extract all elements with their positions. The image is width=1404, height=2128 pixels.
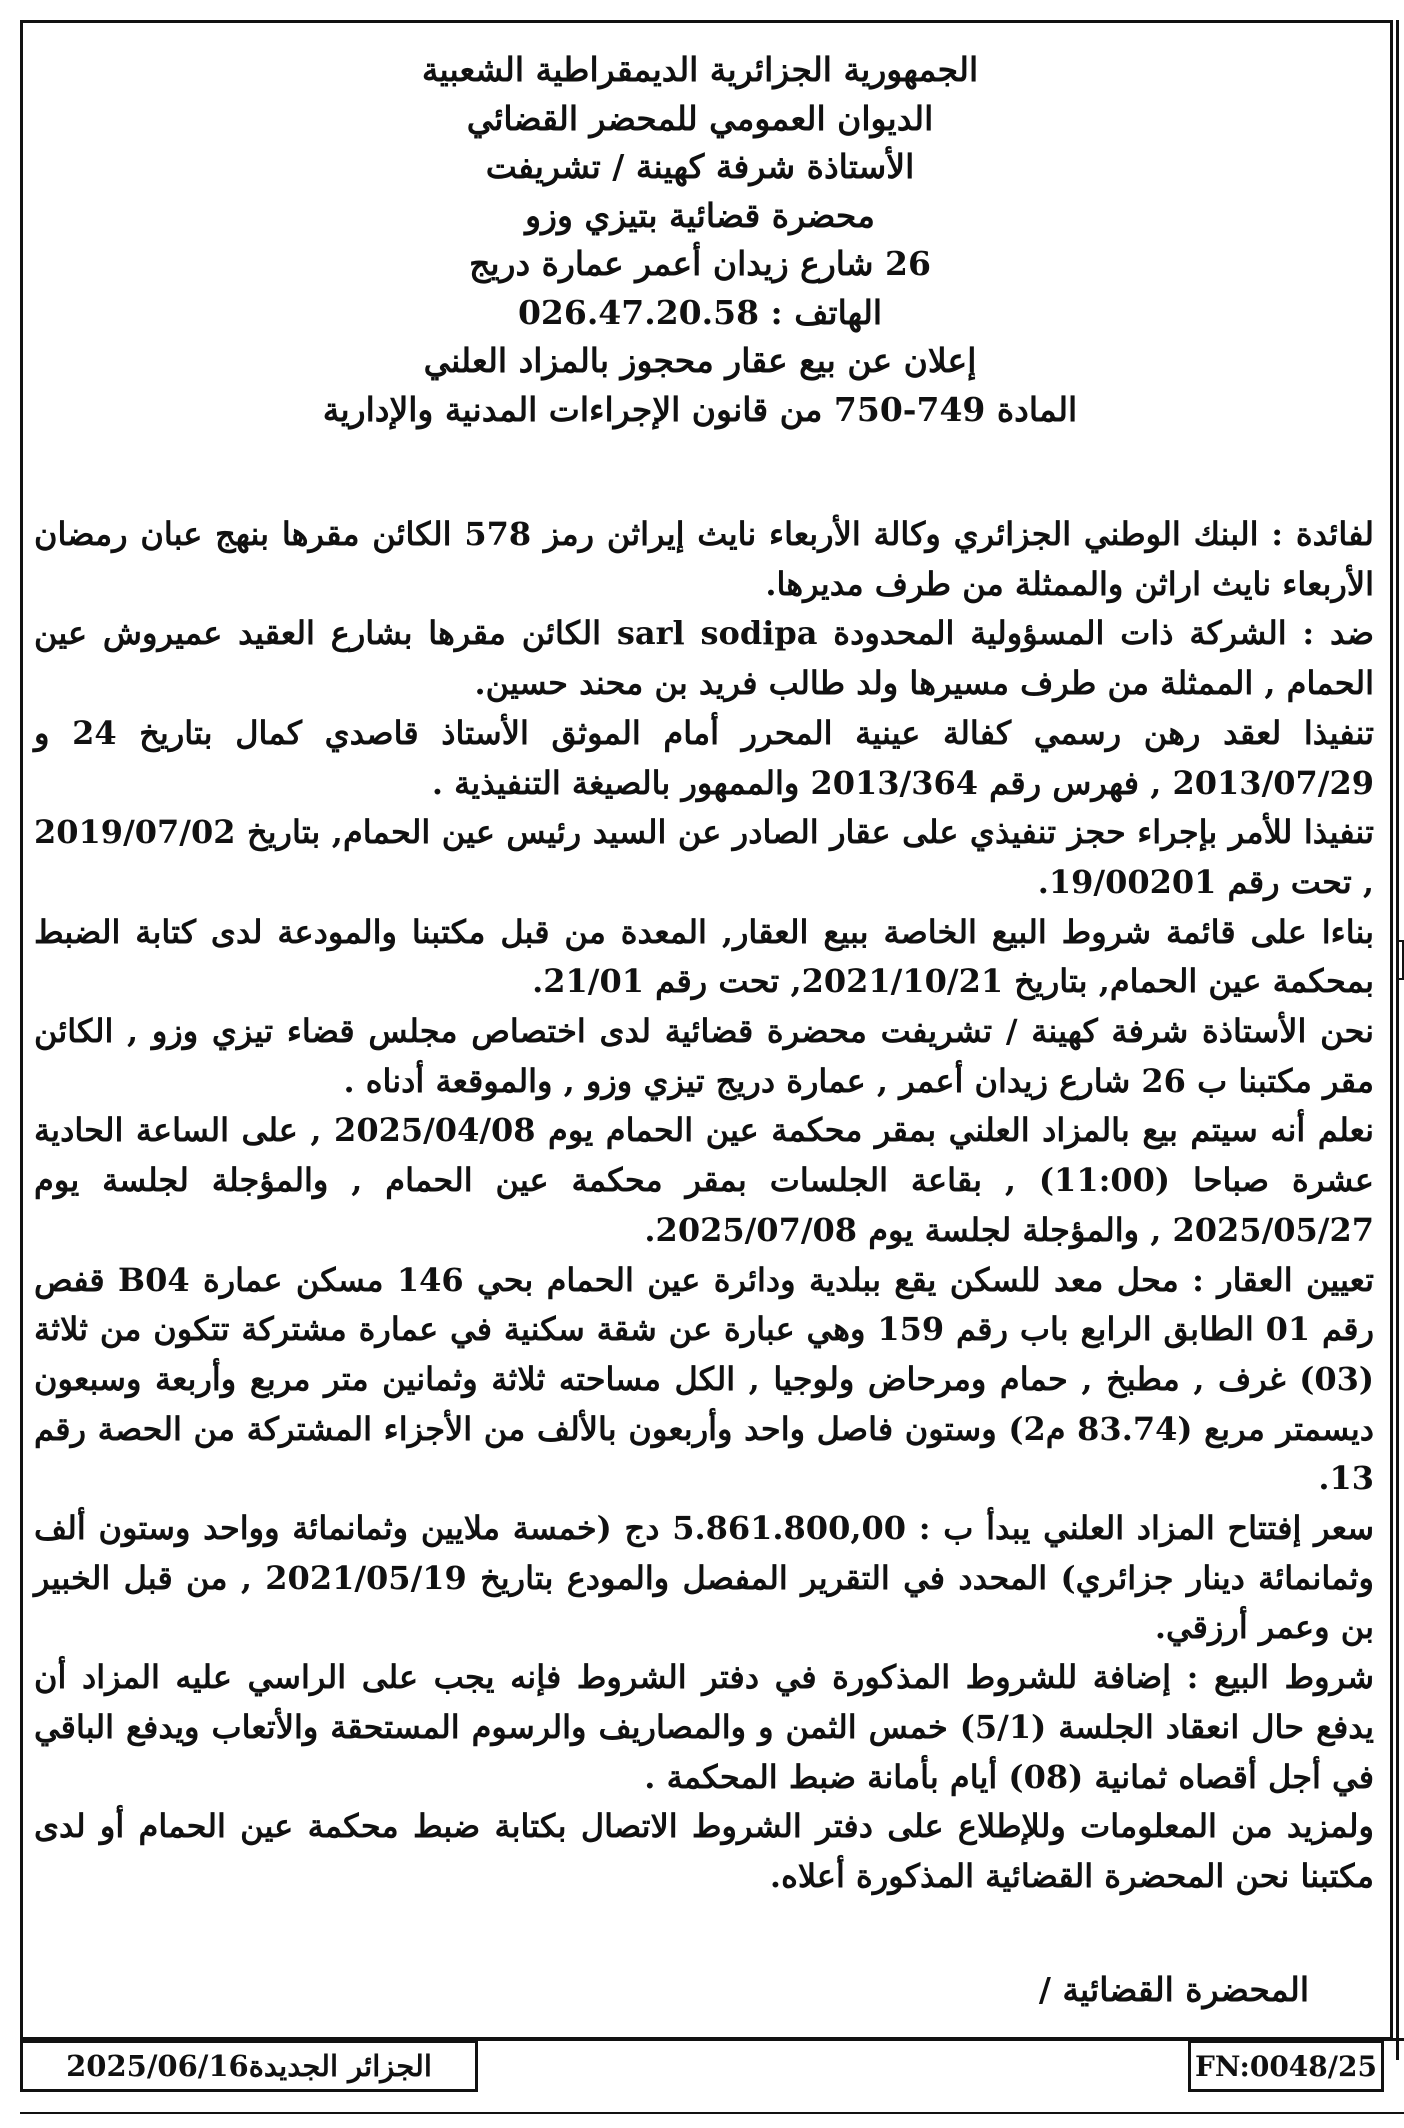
publication-date: 2025/06/16 <box>66 2049 249 2083</box>
reference-number: FN:0048/25 <box>1195 2049 1377 2083</box>
beneficiary-paragraph: لفائدة : البنك الوطني الجزائري وكالة الأربعاء نايث إيراثن رمز 578 الكائن مقرها بنهج عبان رمضان الأربعاء نايث اراثن والممثلة من طرف مديرها. <box>34 515 1375 603</box>
newspaper-name: الجزائر الجديدة <box>248 2049 432 2083</box>
footer-publication-box <box>20 2040 478 2092</box>
sale-conditions-paragraph: شروط البيع : إضافة للشروط المذكورة في دفتر الشروط فإنه يجب على الراسي عليه المزاد أن يدفع حال انعقاد الجلسة (5/1) خمس الثمن و والمصاريف والرسوم المستحقة والأتعاب ويدفع الباقي في أجل أقصاه ثمانية (08) أيام بأمانة ضبط المحكمة . <box>34 1658 1375 1796</box>
conditions-list-paragraph: بناءا على قائمة شروط البيع الخاصة ببيع العقار, المعدة من قبل مكتبنا والمودعة لدى كتابة الضبط بمحكمة عين الحمام, بتاريخ 2021/10/21, تحت رقم 21/01. <box>34 912 1374 1001</box>
defendant-paragraph: ضد : الشركة ذات المسؤولية المحدودة sarl sodipa الكائن مقرها بشارع العقيد عميروش عين الحمام , الممثلة من طرف مسيرها ولد طالب فريد بن محند حسين. <box>34 614 1375 703</box>
adjacent-column-border <box>1396 20 1404 2060</box>
header-address: 26 شارع زيدان أعمر عمارة دريج <box>469 244 931 283</box>
legal-article: المادة 749-750 من قانون الإجراءات المدنية والإدارية <box>322 389 1078 429</box>
header-phone: الهاتف : 026.47.20.58 <box>517 292 883 332</box>
adjacent-column-marker <box>1396 940 1404 980</box>
header-office: الديوان العمومي للمحضر القضائي <box>466 98 934 138</box>
property-description-paragraph: تعيين العقار : محل معد للسكن يقع ببلدية ودائرة عين الحمام بحي 146 مسكن عمارة B04 قفص رقم 01 الطابق الرابع باب رقم 159 وهي عبارة عن شقة سكنية في عمارة مشتركة تتكون من ثلاثة (03) غرف , مطبخ , حمام ومرحاض ولوجيا , الكل مساحته ثلاثة وثمانين متر مربع وأربعة وسبعون ديسمتر مربع (83.74 م2) وستون فاصل واحد وأربعون بالألف من الأجزاء المشتركة من الحصة رقم 13. <box>34 1260 1375 1498</box>
bailiff-paragraph: نحن الأستاذة شرفة كهينة / تشريفت محضرة قضائية لدى اختصاص مجلس قضاء تيزي وزو , الكائن مقر مكتبنا ب 26 شارع زيدان أعمر , عمارة دريج تيزي وزو , والموقعة أدناه . <box>34 1012 1374 1100</box>
seizure-order-paragraph: تنفيذا للأمر بإجراء حجز تنفيذي على عقار الصادر عن السيد رئيس عين الحمام, بتاريخ 2019/07/02 , تحت رقم 19/00201. <box>34 813 1374 901</box>
auction-date-paragraph: نعلم أنه سيتم بيع بالمزاد العلني بمقر محكمة عين الحمام يوم 2025/04/08 , على الساعة الحادية عشرة صباحا (11:00) , بقاعة الجلسات بمقر محكمة عين الحمام , والمؤجلة لجلسة يوم 2025/05/27 , والمؤجلة لجلسة يوم 2025/07/08. <box>34 1111 1375 1249</box>
signature-line: المحضرة القضائية / <box>1038 1970 1309 2009</box>
announcement-body <box>34 510 1374 1902</box>
announcement-title: إعلان عن بيع عقار محجوز بالمزاد العلني <box>423 341 977 380</box>
header-country: الجمهورية الجزائرية الديمقراطية الشعبية <box>421 50 979 89</box>
header-bailiff-title: محضرة قضائية بتيزي وزو <box>525 195 875 235</box>
opening-price-paragraph: سعر إفتتاح المزاد العلني يبدأ ب : 5.861.800,00 دج (خمسة ملايين وثمانمائة وواحد وستون ألف وثمانمائة دينار جزائري) المحدد في التقرير المفصل والمودع بتاريخ 2021/05/19 , من قبل الخبير بن وعمر أرزقي. <box>34 1509 1375 1647</box>
footer-reference-box <box>1188 2040 1384 2092</box>
page-bottom-rule <box>20 2112 1404 2114</box>
mortgage-paragraph: تنفيذا لعقد رهن رسمي كفالة عينية المحرر أمام الموثق الأستاذ قاصدي كمال بتاريخ 24 و 2013/07/29 , فهرس رقم 2013/364 والممهور بالصيغة التنفيذية . <box>34 713 1375 802</box>
contact-paragraph: ولمزيد من المعلومات وللإطلاع على دفتر الشروط الاتصال بكتابة ضبط محكمة عين الحمام أو لدى مكتبنا نحن المحضرة القضائية المذكورة أعلاه. <box>34 1807 1374 1895</box>
announcement-header <box>60 46 1340 434</box>
header-bailiff-name: الأستاذة شرفة كهينة / تشريفت <box>485 147 915 186</box>
